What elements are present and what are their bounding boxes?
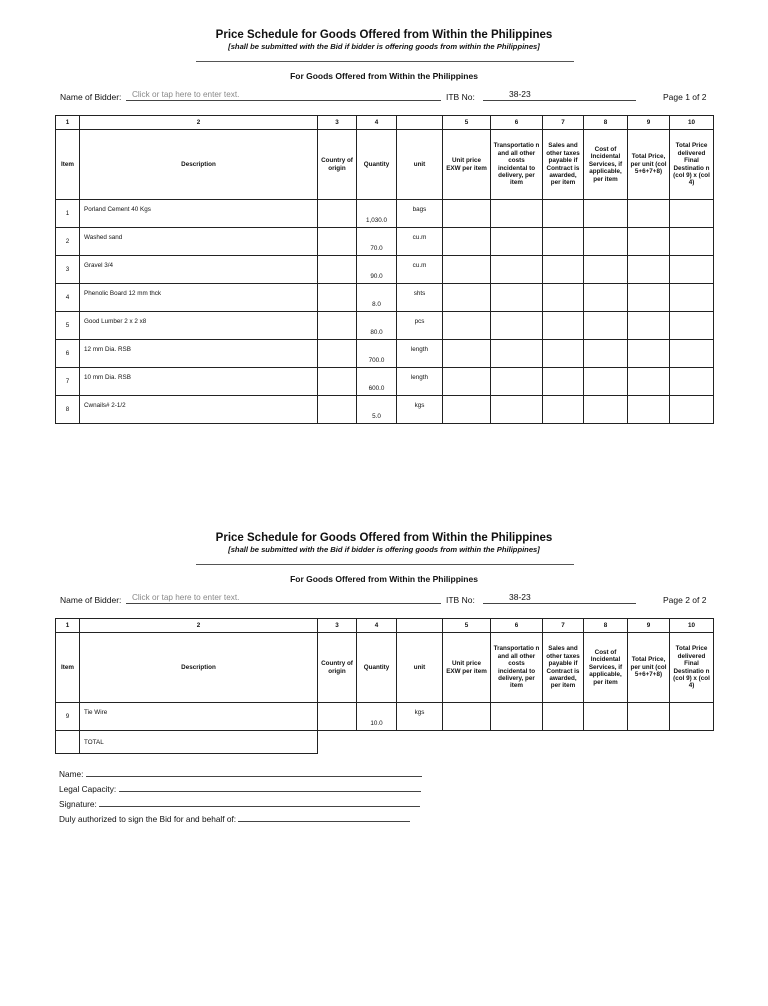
col-header-transport: Transportatio n and all other costs incidental to delivery, per item (491, 633, 543, 703)
item-description: 12 mm Dia. RSB (80, 340, 318, 368)
col-number: 10 (670, 619, 714, 633)
unit-cell: length (397, 340, 443, 368)
col-number: 3 (318, 619, 357, 633)
page-title: Price Schedule for Goods Offered from Within the Philippines (215, 532, 553, 544)
price-cell[interactable] (584, 368, 628, 396)
country-cell[interactable] (318, 200, 357, 228)
unit-cell: pcs (397, 312, 443, 340)
column-number-row (56, 116, 714, 130)
col-number: 2 (80, 619, 318, 633)
item-description: Cwnails# 2-1/2 (80, 396, 318, 424)
country-cell[interactable] (318, 312, 357, 340)
col-number: 7 (543, 619, 584, 633)
price-cell[interactable] (543, 396, 584, 424)
price-cell[interactable] (584, 200, 628, 228)
legal-capacity-label: Legal Capacity: (59, 784, 117, 794)
item-number: 9 (56, 703, 80, 731)
itb-label: ITB No: (446, 92, 475, 102)
section-heading: For Goods Offered from Within the Philippines (290, 574, 478, 584)
table-row (56, 256, 714, 284)
item-description: Gravel 3/4 (80, 256, 318, 284)
price-cell[interactable] (491, 368, 543, 396)
col-header-description: Description (80, 633, 318, 703)
country-cell[interactable] (318, 340, 357, 368)
column-header-row (56, 130, 714, 200)
country-cell[interactable] (318, 256, 357, 284)
quantity-cell: 1,030.0 (357, 200, 397, 228)
col-header-total-delivered: Total Price delivered Final Destinatio n (col 9) x (col 4) (670, 130, 714, 200)
price-cell[interactable] (443, 340, 491, 368)
col-number: 5 (443, 116, 491, 130)
price-cell[interactable] (584, 256, 628, 284)
item-number: 7 (56, 368, 80, 396)
col-header-description: Description (80, 130, 318, 200)
price-cell[interactable] (670, 703, 714, 731)
price-cell[interactable] (584, 340, 628, 368)
divider (196, 564, 574, 565)
item-number: 2 (56, 228, 80, 256)
price-cell[interactable] (628, 703, 670, 731)
price-cell[interactable] (543, 703, 584, 731)
col-header-total-delivered: Total Price delivered Final Destinatio n (col 9) x (col 4) (670, 633, 714, 703)
unit-cell: cu.m (397, 256, 443, 284)
col-header-quantity: Quantity (357, 633, 397, 703)
price-cell[interactable] (584, 703, 628, 731)
price-cell[interactable] (670, 256, 714, 284)
price-cell[interactable] (491, 703, 543, 731)
bidder-label: Name of Bidder: (60, 92, 122, 102)
unit-cell: shts (397, 284, 443, 312)
name-label: Name: (59, 769, 84, 779)
page-subtitle: [shall be submitted with the Bid if bidder is offering goods from within the Philippines] (228, 545, 540, 554)
col-header-unit-price: Unit price EXW per item (443, 633, 491, 703)
col-number (397, 619, 443, 633)
country-cell[interactable] (318, 368, 357, 396)
itb-label: ITB No: (446, 595, 475, 605)
quantity-cell: 8.0 (357, 284, 397, 312)
item-description: Good Lumber 2 x 2 x8 (80, 312, 318, 340)
itb-number-field[interactable]: 38-23 (483, 593, 636, 604)
item-number: 4 (56, 284, 80, 312)
price-cell[interactable] (443, 284, 491, 312)
signature-line[interactable] (59, 799, 420, 809)
price-cell[interactable] (670, 200, 714, 228)
price-cell[interactable] (584, 312, 628, 340)
unit-cell: length (397, 368, 443, 396)
section-heading: For Goods Offered from Within the Philippines (290, 71, 478, 81)
price-schedule-table (55, 115, 714, 424)
quantity-cell: 10.0 (357, 703, 397, 731)
signature-capacity-line[interactable] (59, 784, 421, 794)
table-row (56, 284, 714, 312)
item-description: 10 mm Dia. RSB (80, 368, 318, 396)
total-row (56, 731, 714, 754)
price-cell[interactable] (491, 340, 543, 368)
col-number: 1 (56, 619, 80, 633)
col-header-transport: Transportatio n and all other costs incidental to delivery, per item (491, 130, 543, 200)
quantity-cell: 90.0 (357, 256, 397, 284)
col-header-quantity: Quantity (357, 130, 397, 200)
table-row (56, 228, 714, 256)
price-cell[interactable] (491, 396, 543, 424)
price-cell[interactable] (628, 368, 670, 396)
col-header-incidental: Cost of Incidental Services, if applicable, per item (584, 633, 628, 703)
name-fill[interactable] (86, 769, 422, 777)
authorized-line[interactable] (59, 814, 410, 824)
price-cell[interactable] (543, 312, 584, 340)
price-cell[interactable] (491, 284, 543, 312)
quantity-cell: 80.0 (357, 312, 397, 340)
col-number: 8 (584, 619, 628, 633)
item-number: 1 (56, 200, 80, 228)
table-row (56, 340, 714, 368)
signature-name-line[interactable] (59, 769, 422, 779)
price-cell[interactable] (670, 368, 714, 396)
page-number: Page 1 of 2 (663, 92, 707, 102)
item-number: 8 (56, 396, 80, 424)
price-cell[interactable] (628, 312, 670, 340)
quantity-cell: 70.0 (357, 228, 397, 256)
col-number: 1 (56, 116, 80, 130)
page-subtitle: [shall be submitted with the Bid if bidder is offering goods from within the Philippines] (228, 42, 540, 51)
col-header-unit: unit (397, 633, 443, 703)
item-description: Phenolic Board 12 mm thck (80, 284, 318, 312)
country-cell[interactable] (318, 228, 357, 256)
item-number: 6 (56, 340, 80, 368)
price-cell[interactable] (628, 256, 670, 284)
column-number-row (56, 619, 714, 633)
item-description: Tie Wire (80, 703, 318, 731)
quantity-cell: 5.0 (357, 396, 397, 424)
legal-capacity-fill[interactable] (119, 784, 421, 792)
col-number: 9 (628, 116, 670, 130)
table-row (56, 396, 714, 424)
bidder-name-field[interactable]: Click or tap here to enter text. (126, 593, 441, 604)
price-cell[interactable] (628, 200, 670, 228)
col-header-taxes: Sales and other taxes payable if Contract is awarded, per item (543, 633, 584, 703)
price-cell[interactable] (670, 284, 714, 312)
price-cell[interactable] (443, 396, 491, 424)
divider (196, 61, 574, 62)
col-number (397, 116, 443, 130)
total-empty-area (318, 731, 714, 754)
country-cell[interactable] (318, 284, 357, 312)
price-cell[interactable] (543, 256, 584, 284)
table-row (56, 703, 714, 731)
bidder-name-field[interactable]: Click or tap here to enter text. (126, 90, 441, 101)
price-cell[interactable] (543, 368, 584, 396)
col-number: 4 (357, 619, 397, 633)
col-number: 10 (670, 116, 714, 130)
price-cell[interactable] (543, 228, 584, 256)
col-header-taxes: Sales and other taxes payable if Contract is awarded, per item (543, 130, 584, 200)
item-description: Washed sand (80, 228, 318, 256)
total-blank-cell (56, 731, 80, 754)
bidder-label: Name of Bidder: (60, 595, 122, 605)
col-number: 2 (80, 116, 318, 130)
col-header-item: Item (56, 130, 80, 200)
price-cell[interactable] (584, 396, 628, 424)
item-number: 3 (56, 256, 80, 284)
price-cell[interactable] (628, 228, 670, 256)
col-header-total-unit: Total Price, per unit (col 5+6+7+8) (628, 130, 670, 200)
price-cell[interactable] (443, 703, 491, 731)
price-cell[interactable] (443, 368, 491, 396)
signature-fill[interactable] (99, 799, 420, 807)
col-header-incidental: Cost of Incidental Services, if applicable, per item (584, 130, 628, 200)
price-cell[interactable] (628, 340, 670, 368)
price-cell[interactable] (670, 312, 714, 340)
col-header-total-unit: Total Price, per unit (col 5+6+7+8) (628, 633, 670, 703)
authorized-label: Duly authorized to sign the Bid for and behalf of: (59, 814, 237, 824)
authorized-fill[interactable] (238, 814, 410, 822)
price-cell[interactable] (543, 340, 584, 368)
price-cell[interactable] (670, 228, 714, 256)
unit-cell: kgs (397, 703, 443, 731)
price-cell[interactable] (543, 284, 584, 312)
country-cell[interactable] (318, 396, 357, 424)
table-row (56, 312, 714, 340)
page-number: Page 2 of 2 (663, 595, 707, 605)
price-cell[interactable] (670, 396, 714, 424)
col-number: 3 (318, 116, 357, 130)
col-number: 5 (443, 619, 491, 633)
unit-cell: cu.m (397, 228, 443, 256)
signature-label: Signature: (59, 799, 97, 809)
price-cell[interactable] (443, 228, 491, 256)
price-cell[interactable] (543, 200, 584, 228)
price-cell[interactable] (491, 228, 543, 256)
col-number: 8 (584, 116, 628, 130)
unit-cell: kgs (397, 396, 443, 424)
price-cell[interactable] (584, 228, 628, 256)
price-schedule-table (55, 618, 714, 754)
total-label: TOTAL (80, 731, 318, 754)
col-number: 9 (628, 619, 670, 633)
price-cell[interactable] (491, 256, 543, 284)
item-description: Porland Cement 40 Kgs (80, 200, 318, 228)
price-cell[interactable] (628, 284, 670, 312)
col-number: 4 (357, 116, 397, 130)
price-cell[interactable] (670, 340, 714, 368)
price-cell[interactable] (628, 396, 670, 424)
col-header-country: Country of origin (318, 633, 357, 703)
col-header-unit: unit (397, 130, 443, 200)
item-number: 5 (56, 312, 80, 340)
col-header-item: Item (56, 633, 80, 703)
price-cell[interactable] (443, 200, 491, 228)
table-row (56, 200, 714, 228)
price-cell[interactable] (443, 256, 491, 284)
page-title: Price Schedule for Goods Offered from Within the Philippines (215, 29, 553, 41)
price-cell[interactable] (443, 312, 491, 340)
country-cell[interactable] (318, 703, 357, 731)
col-header-unit-price: Unit price EXW per item (443, 130, 491, 200)
col-number: 6 (491, 116, 543, 130)
col-header-country: Country of origin (318, 130, 357, 200)
itb-number-field[interactable]: 38-23 (483, 90, 636, 101)
price-cell[interactable] (584, 284, 628, 312)
col-number: 6 (491, 619, 543, 633)
column-header-row (56, 633, 714, 703)
col-number: 7 (543, 116, 584, 130)
quantity-cell: 600.0 (357, 368, 397, 396)
price-cell[interactable] (491, 200, 543, 228)
unit-cell: bags (397, 200, 443, 228)
quantity-cell: 700.0 (357, 340, 397, 368)
table-row (56, 368, 714, 396)
price-cell[interactable] (491, 312, 543, 340)
